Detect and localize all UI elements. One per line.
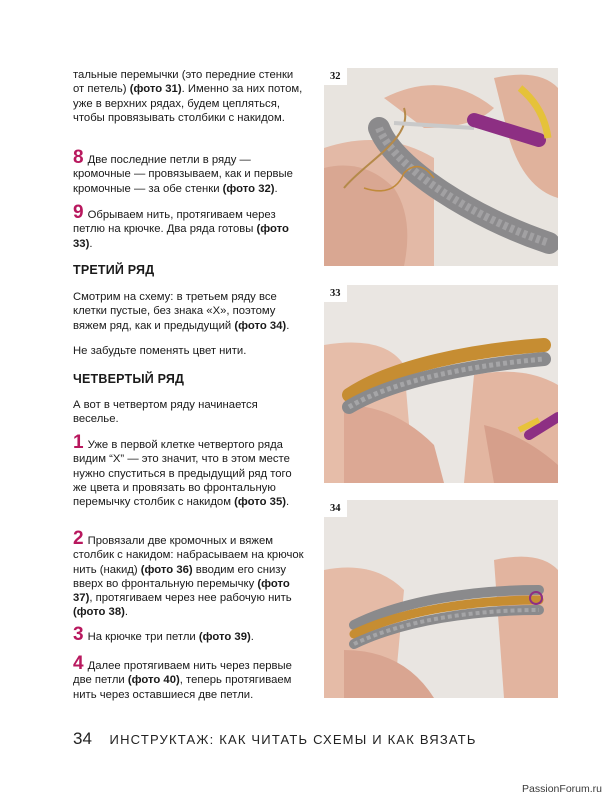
photo-number-label: 33	[324, 285, 347, 302]
photo-reference: (фото 37)	[73, 577, 290, 605]
step-number: 8	[73, 147, 84, 168]
paragraph-text-end: .	[286, 319, 290, 332]
step-9	[73, 202, 305, 251]
step-text-end: .	[89, 237, 93, 250]
three-row-strip-photo	[324, 500, 558, 698]
photo-34	[324, 500, 558, 698]
page-number: 34	[73, 729, 92, 748]
step-text-end: .	[274, 182, 278, 195]
paragraph-third-row	[73, 290, 305, 333]
step-text: , протягиваем через нее рабочую нить	[89, 592, 292, 605]
crochet-hook-photo	[324, 68, 558, 266]
step-text: Провязали две кромочных и вяжем столбик с накидом: набрасываем на крючок нить (накид)	[73, 535, 304, 576]
text-column	[73, 0, 305, 720]
step-text-end: .	[250, 631, 254, 643]
paragraph-change-color: Не забудьте поменять цвет нити.	[73, 345, 247, 357]
photo-33	[324, 285, 558, 483]
step-text: Обрываем нить, протягиваем через петлю на крючке. Два ряда готовы	[73, 209, 276, 236]
step-text: Уже в первой клетке четвертого ряда видим “Х” — это значит, что в этом месте нужно спуститься в предыдущий ряд того же цвета и провязать во фронтальную перемычку столбик с накидом	[73, 439, 292, 509]
step-text: вводим его снизу вверх во фронтальную перемычку	[73, 563, 286, 590]
step-text-end: .	[124, 606, 129, 619]
photo-number-label: 32	[324, 68, 347, 85]
step-text: Далее протягиваем нить через первые две петли	[73, 660, 292, 687]
step-3	[73, 624, 305, 645]
heading-fourth-row: ЧЕТВЕРТЫЙ РЯД	[73, 372, 185, 386]
watermark: PassionForum.ru	[522, 783, 602, 795]
photo-reference: (фото 38)	[73, 606, 125, 619]
heading-third-row: ТРЕТИЙ РЯД	[73, 263, 155, 277]
step-2	[73, 528, 305, 620]
photo-reference: (фото 32)	[222, 182, 275, 195]
step-text: На крючке три петли	[87, 631, 199, 643]
photo-reference: (фото 39)	[198, 631, 251, 643]
paragraph-line: тальные перемычки (это передние стенки	[73, 69, 294, 81]
step-text: , теперь протягиваем нить через оставшиеся две петли.	[73, 674, 292, 701]
page-footer	[73, 729, 477, 749]
photo-reference: (фото 33)	[73, 223, 289, 250]
paragraph-line: от петель)	[73, 83, 130, 96]
section-title: ИНСТРУКТАЖ: КАК ЧИТАТЬ СХЕМЫ И КАК ВЯЗАТЬ	[109, 732, 477, 747]
photo-reference: (фото 35)	[234, 496, 286, 509]
photo-reference: (фото 31)	[129, 83, 182, 96]
step-4	[73, 653, 305, 702]
step-8	[73, 147, 305, 196]
paragraph-fourth-row: А вот в четвертом ряду начинается веселье.	[73, 399, 258, 426]
step-1	[73, 432, 305, 509]
photo-reference: (фото 34)	[234, 319, 287, 332]
step-number: 1	[73, 432, 84, 453]
two-tone-strip-photo	[324, 285, 558, 483]
paragraph-top	[73, 68, 305, 125]
step-number: 3	[73, 624, 84, 645]
step-number: 2	[73, 528, 84, 549]
step-text: Две последние петли в ряду — кромочные — провязываем, как и первые кромочные — за обе стенки	[73, 154, 293, 195]
photo-number-label: 34	[324, 500, 347, 517]
photo-reference: (фото 40)	[127, 674, 180, 687]
step-number: 4	[73, 653, 84, 674]
paragraph-text: Смотрим на схему: в третьем ряду все клетки пустые, без знака «Х», поэтому вяжем ряд, как и предыдущий	[73, 291, 277, 332]
photo-32	[324, 68, 558, 266]
step-text-end: .	[286, 496, 290, 509]
step-number: 9	[73, 202, 84, 223]
paragraph-text: . Именно за них потом, уже в верхних рядах, будем цепляться, чтобы провязывать столбики с накидом.	[73, 83, 303, 124]
photo-reference: (фото 36)	[140, 563, 193, 576]
